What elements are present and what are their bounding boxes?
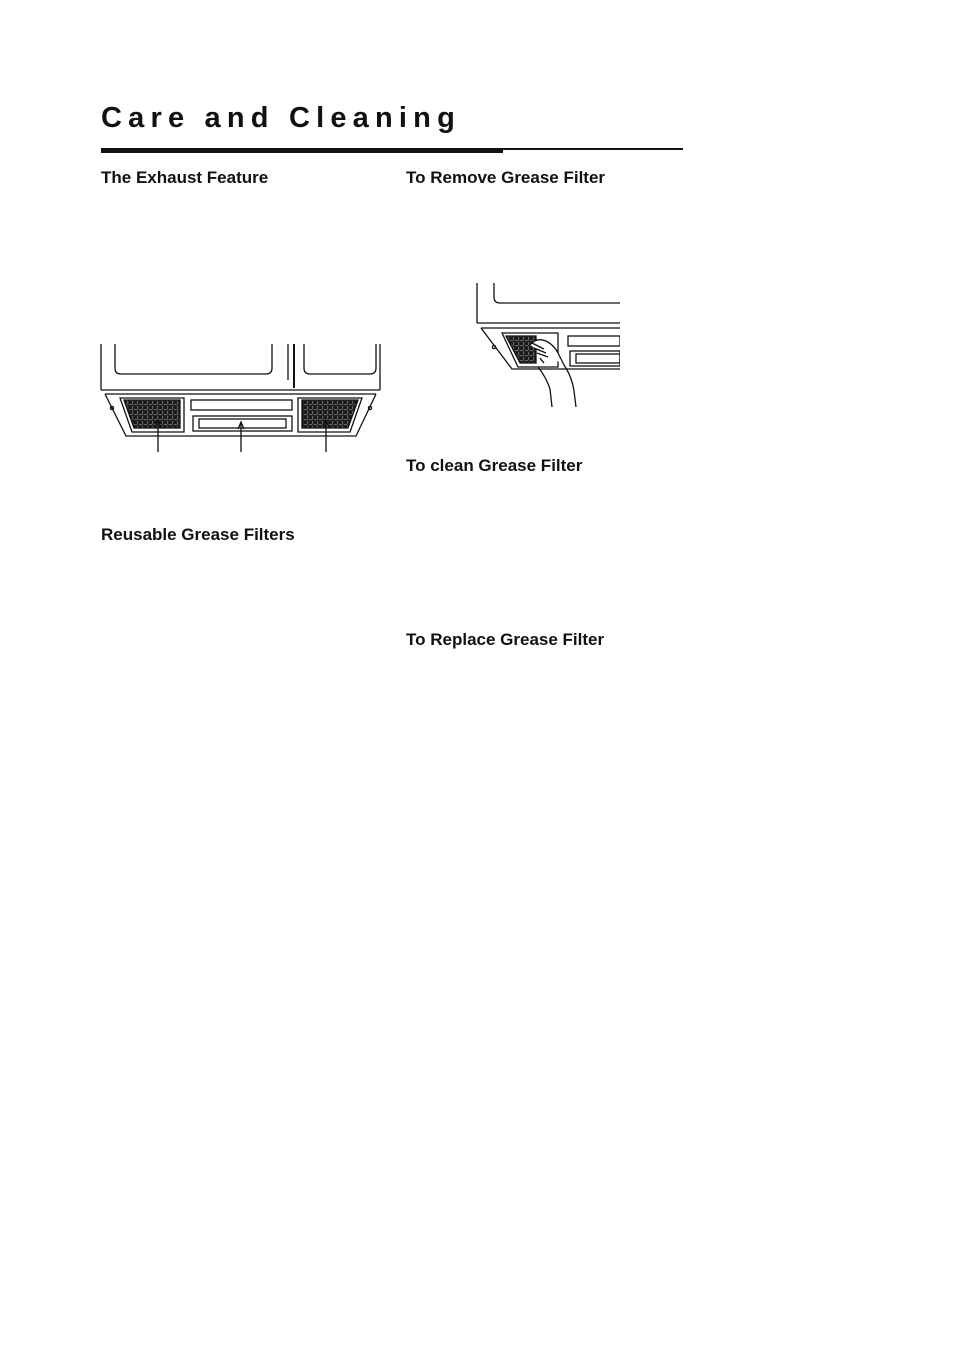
hood-underside-illustration bbox=[98, 340, 384, 452]
heading-replace-grease-filter: To Replace Grease Filter bbox=[406, 630, 605, 649]
remove-filter-illustration bbox=[474, 281, 620, 409]
heading-reusable-grease-filters: Reusable Grease Filters bbox=[101, 525, 295, 544]
page-title: Care and Cleaning bbox=[101, 102, 462, 134]
heading-clean-grease-filter: To clean Grease Filter bbox=[406, 456, 583, 475]
heading-remove-grease-filter: To Remove Grease Filter bbox=[406, 168, 606, 187]
title-rule-thick bbox=[101, 148, 503, 153]
heading-exhaust-feature: The Exhaust Feature bbox=[101, 168, 269, 187]
